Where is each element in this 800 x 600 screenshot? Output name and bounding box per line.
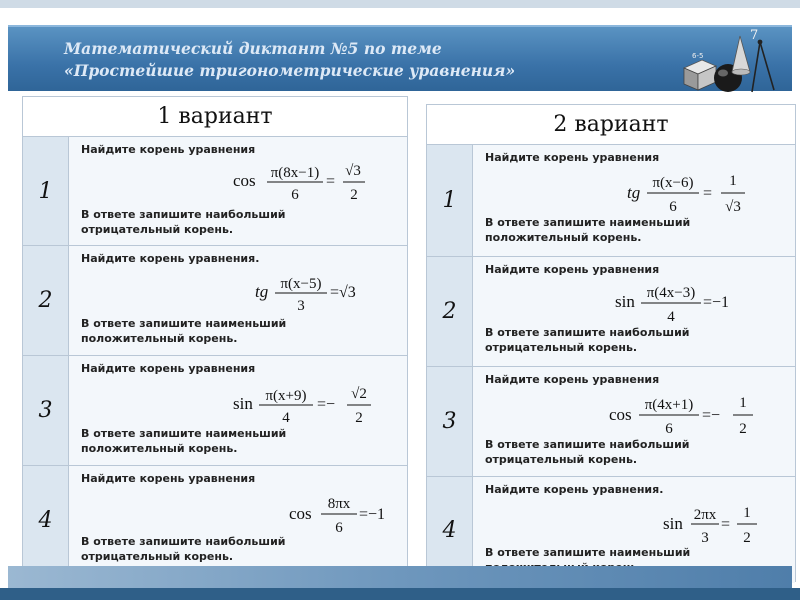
formula bbox=[613, 277, 783, 329]
task-number: 3 bbox=[23, 356, 69, 465]
table-row bbox=[427, 367, 795, 477]
task-answer-instruction: В ответе запишите наибольший отрицательный корень. bbox=[485, 326, 690, 354]
svg-text:8πx: 8πx bbox=[327, 496, 351, 512]
title-line-1: Математический диктант №5 по теме bbox=[64, 39, 442, 58]
svg-text:tg: tg bbox=[627, 183, 641, 202]
header-banner bbox=[8, 25, 792, 91]
svg-text:sin: sin bbox=[233, 394, 253, 413]
title-line-2: «Простейшие тригонометрические уравнения» bbox=[64, 61, 516, 80]
task-instruction: Найдите корень уравнения bbox=[81, 143, 256, 156]
svg-text:sin: sin bbox=[615, 292, 635, 311]
svg-text:cos: cos bbox=[609, 405, 632, 424]
svg-text:6: 6 bbox=[665, 421, 673, 437]
task-cell bbox=[69, 137, 407, 245]
formula bbox=[231, 376, 391, 432]
table-row bbox=[23, 246, 407, 356]
svg-text:√2: √2 bbox=[351, 386, 367, 402]
illustration-label-7: 7 bbox=[750, 28, 759, 43]
task-number: 1 bbox=[23, 137, 69, 245]
svg-text:π(4x−3): π(4x−3) bbox=[646, 285, 696, 301]
svg-text:=−: =− bbox=[702, 407, 721, 424]
task-cell bbox=[473, 145, 795, 256]
task-answer-instruction: В ответе запишите наименьший положительный корень. bbox=[485, 216, 691, 244]
task-number: 4 bbox=[23, 466, 69, 574]
task-answer-instruction: В ответе запишите наибольший отрицательный корень. bbox=[81, 535, 286, 563]
svg-text:=: = bbox=[326, 173, 336, 190]
task-cell bbox=[473, 257, 795, 366]
task-number: 1 bbox=[427, 145, 473, 256]
top-strip bbox=[0, 0, 800, 8]
formula bbox=[287, 488, 407, 540]
task-instruction: Найдите корень уравнения bbox=[485, 373, 660, 386]
geometry-shapes-icon bbox=[676, 28, 788, 98]
svg-text:1: 1 bbox=[743, 505, 751, 521]
svg-text:6: 6 bbox=[335, 520, 343, 536]
footer-band bbox=[8, 566, 792, 588]
svg-text:√3: √3 bbox=[725, 199, 741, 215]
table-row bbox=[427, 257, 795, 367]
task-instruction: Найдите корень уравнения. bbox=[485, 483, 664, 496]
svg-text:2: 2 bbox=[355, 410, 363, 426]
svg-text:π(x−6): π(x−6) bbox=[652, 175, 694, 191]
svg-text:cos: cos bbox=[289, 504, 312, 523]
svg-text:=−1: =−1 bbox=[359, 506, 386, 523]
task-cell bbox=[69, 246, 407, 355]
svg-text:2πx: 2πx bbox=[693, 507, 717, 523]
svg-text:π(8x−1): π(8x−1) bbox=[270, 165, 320, 181]
svg-text:3: 3 bbox=[297, 298, 305, 314]
svg-text:4: 4 bbox=[282, 410, 290, 426]
variant-1-title: 1 вариант bbox=[23, 97, 407, 137]
task-number: 2 bbox=[427, 257, 473, 366]
task-instruction: Найдите корень уравнения bbox=[81, 362, 256, 375]
svg-text:2: 2 bbox=[743, 530, 751, 546]
variant-2-title: 2 вариант bbox=[427, 105, 795, 145]
svg-text:6: 6 bbox=[669, 199, 677, 215]
svg-text:=−: =− bbox=[317, 396, 336, 413]
svg-text:4: 4 bbox=[667, 309, 675, 325]
svg-text:=: = bbox=[703, 185, 713, 202]
task-answer-instruction: В ответе запишите наибольший отрицательный корень. bbox=[81, 208, 286, 236]
task-cell bbox=[69, 356, 407, 465]
svg-text:π(4x+1): π(4x+1) bbox=[644, 397, 694, 413]
svg-text:π(x−5): π(x−5) bbox=[280, 276, 322, 292]
formula bbox=[607, 387, 777, 443]
svg-text:tg: tg bbox=[255, 282, 269, 301]
task-answer-instruction: В ответе запишите наибольший отрицательный корень. bbox=[485, 438, 690, 466]
formula bbox=[661, 497, 771, 551]
table-row bbox=[23, 137, 407, 246]
task-number: 3 bbox=[427, 367, 473, 476]
task-instruction: Найдите корень уравнения bbox=[485, 151, 660, 164]
task-answer-instruction: В ответе запишите наименьший положительный корень. bbox=[81, 317, 287, 345]
task-cell bbox=[473, 367, 795, 476]
svg-text:cos: cos bbox=[233, 171, 256, 190]
table-row bbox=[23, 466, 407, 574]
svg-text:sin: sin bbox=[663, 514, 683, 533]
svg-text:6: 6 bbox=[291, 187, 299, 203]
table-row bbox=[427, 145, 795, 257]
task-number: 4 bbox=[427, 477, 473, 583]
svg-text:√3: √3 bbox=[345, 163, 361, 179]
svg-text:=: = bbox=[721, 516, 731, 533]
task-instruction: Найдите корень уравнения bbox=[485, 263, 660, 276]
svg-text:2: 2 bbox=[350, 187, 358, 203]
svg-text:1: 1 bbox=[729, 173, 737, 189]
task-number: 2 bbox=[23, 246, 69, 355]
page-title bbox=[64, 38, 664, 82]
svg-text:π(x+9): π(x+9) bbox=[265, 388, 307, 404]
illustration-label-small: 6-5 bbox=[692, 52, 704, 60]
task-answer-instruction: В ответе запишите наименьший bbox=[485, 546, 691, 559]
variant-1-table bbox=[22, 96, 408, 574]
footer-strip bbox=[0, 588, 800, 600]
svg-text:=−1: =−1 bbox=[703, 294, 730, 311]
svg-text:=√3: =√3 bbox=[330, 284, 356, 301]
formula bbox=[253, 266, 393, 320]
task-instruction: Найдите корень уравнения bbox=[81, 472, 256, 485]
formula bbox=[625, 165, 775, 221]
svg-text:1: 1 bbox=[739, 395, 747, 411]
task-cell bbox=[69, 466, 407, 574]
task-instruction: Найдите корень уравнения. bbox=[81, 252, 260, 265]
formula bbox=[231, 155, 381, 209]
table-row bbox=[23, 356, 407, 466]
svg-text:3: 3 bbox=[701, 530, 709, 546]
svg-text:2: 2 bbox=[739, 421, 747, 437]
variant-2-table bbox=[426, 104, 796, 582]
task-answer-instruction: В ответе запишите наименьший положительный корень. bbox=[81, 427, 287, 455]
